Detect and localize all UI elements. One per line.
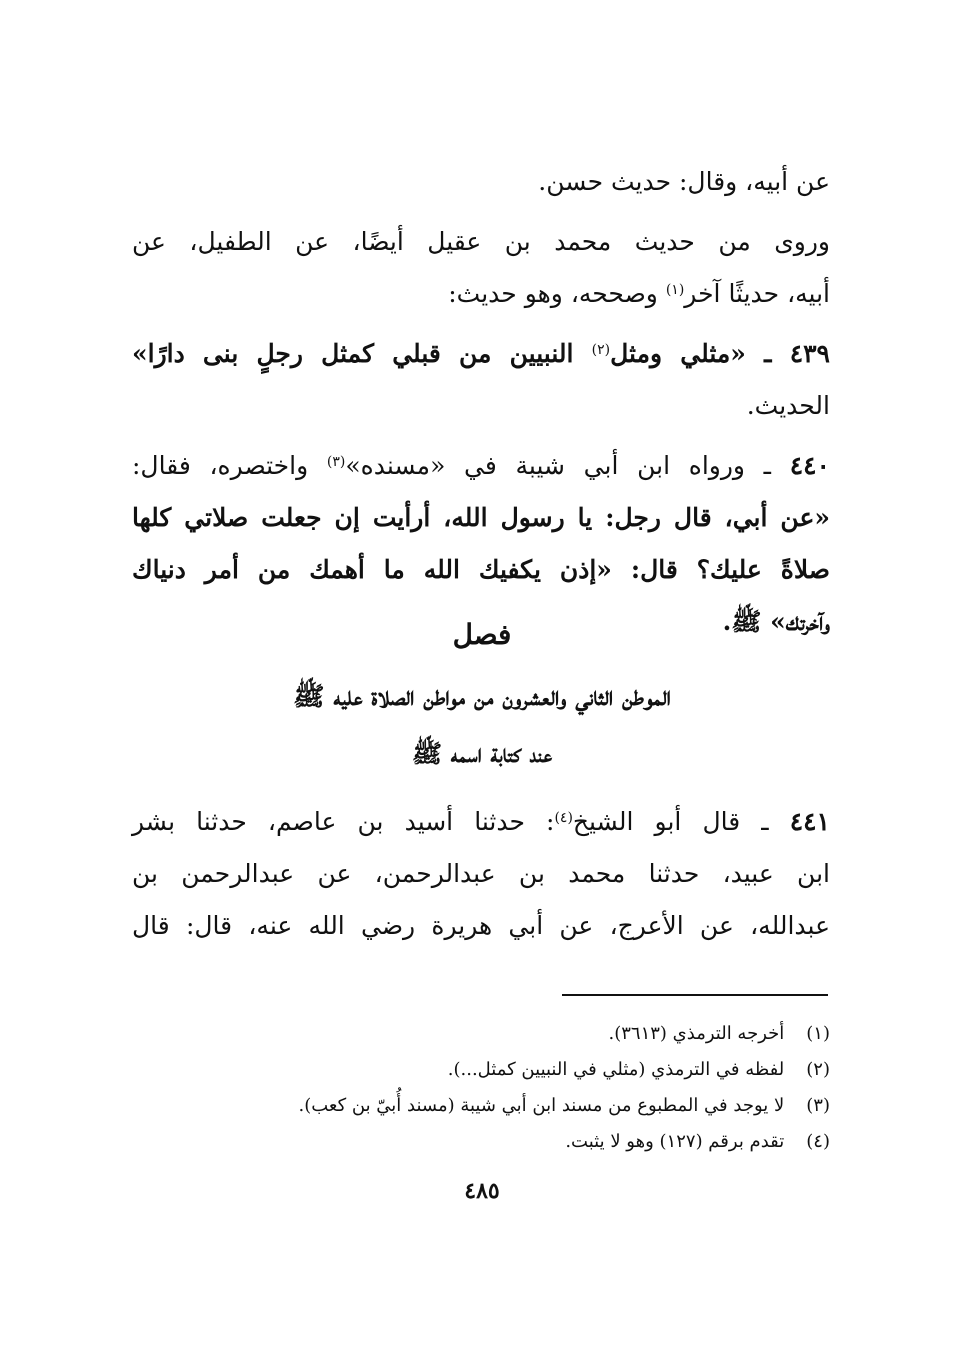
footnote-number: (٢) [806,1059,830,1080]
text-line: صلاةً عليك؟ قال: «إذن يكفيك الله ما أهمك من أمر دنياك [132,555,830,584]
hadith-number: ٤٤١ [789,807,830,836]
body-text-lower [132,796,830,952]
text-span: : حدثنا أسيد بن عاصم، حدثنا بشر [132,807,555,836]
text-line: عن أبيه، وقال: حديث حسن. [538,167,830,196]
footnote-text: لا يوجد في المطبوع من مسند ابن أبي شيبة (مسند أُبيّ بن كعب). [298,1095,785,1116]
section-subsubtitle: عند كتابة اسمه ﷺ [411,739,553,768]
text-span: النبيين من قبلي كمثل رجلٍ بنى دارًا» [132,339,592,368]
text-line: ابن عبيد، حدثنا محمد بن عبدالرحمن، عن عبدالرحمن بن [132,859,830,888]
footnote-text: أخرجه الترمذي (٣٦١٣). [608,1023,785,1044]
text-line [132,268,830,320]
footnote-text: لفظه في الترمذي (مثلي في النبيين كمثل...). [447,1059,785,1080]
text-span: ـ «مثلي ومثل [610,339,790,368]
text-span: ـ قال أبو الشيخ [572,807,790,836]
footnotes [200,1016,830,1160]
footnote-number: (٣) [806,1095,830,1116]
footnote-item [200,1088,830,1124]
text-span: واختصره، فقال: [132,451,327,480]
section-subtitle: الموطن الثاني والعشرون من مواطن الصلاة عليه ﷺ [293,682,671,712]
footnote-ref: (٢) [591,342,611,358]
footnote-ref: (١) [665,282,685,298]
body-text-upper [132,156,830,648]
text-line: الحديث. [746,391,830,420]
footnote-number: (١) [806,1023,830,1044]
footnote-item [200,1016,830,1052]
text-span: وصححه، وهو حديث: [448,279,666,308]
text-span: أبيه، حديثًا آخر [684,279,830,308]
footnote-text: تقدم برقم (١٢٧) وهو لا يثبت. [565,1131,785,1152]
text-line: وآخرتك» ﷺ. [722,607,830,636]
paragraph-gap [132,432,830,440]
footnote-number: (٤) [806,1131,830,1152]
section-title: فصل [452,618,512,651]
hadith-number: ٤٣٩ [789,339,830,368]
text-span: ـ ورواه ابن أبي شيبة في «مسنده» [345,451,790,480]
footnote-item [200,1052,830,1088]
footnote-ref: (٤) [554,810,573,826]
text-line: وروى من حديث محمد بن عقيل أيضًا، عن الطفيل، عن [132,227,830,256]
page-number: ٤٨٥ [464,1178,500,1204]
text-line [132,440,830,492]
footnote-ref: (٣) [326,454,346,470]
text-line: عبدالله، عن الأعرج، عن أبي هريرة رضي الله عنه، قال: قال [132,911,830,940]
paragraph-gap [132,320,830,328]
footnote-divider [562,994,828,996]
text-line [132,328,830,380]
paragraph-gap [132,208,830,216]
footnote-item [200,1124,830,1160]
hadith-number: ٤٤٠ [789,451,830,480]
text-line: «عن أبي، قال رجل: يا رسول الله، أرأيت إن جعلت صلاتي كلها [132,503,830,532]
text-line [132,796,830,848]
